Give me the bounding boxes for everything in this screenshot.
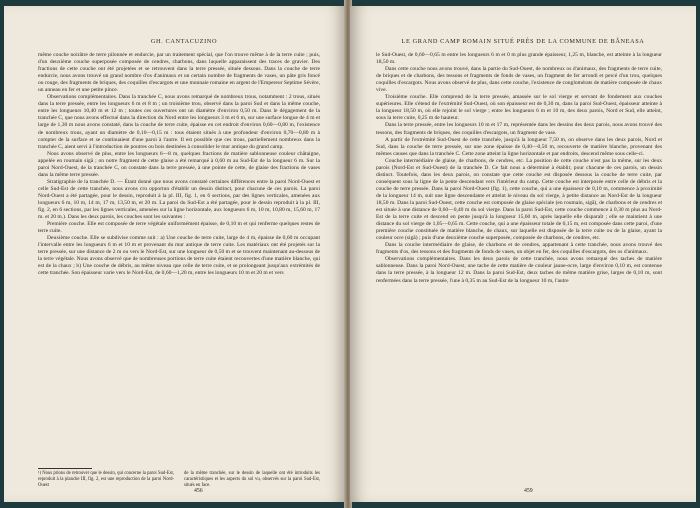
right-paragraph: Troisième couche. Elle comprend de la terre pressée, amassée sur le sol vierge et servant de fondement aux couches supérieures. Elle s'étend de l'extrémité Sud-Ouest, où son épaisseur est de 0,30 m, dans la paroi Sud-Ouest, épaisseur atteinte à la longueur 18,50 m, où elle rejoint le sol vierge ; entre les longueurs 6 m et 10 m, des deux parois, Nord et Sud, elle atteint, sous la terre cuite, 0,25 m de hauteur.: [376, 94, 662, 122]
left-paragraph: Observations complémentaires. Dans la tranchée C, nous avons remarqué de nombreux trous, notamment : 2 trous, situés dans la terre pressée, entre les longueurs 6 m et 8 m ; un troisième trou, observé dans la paroi Sud et dans la même couche, entre les longueurs 10,40 m et 12 m ; toutes ces ouvertures ont un diamètre d'environ 0,50 m. Dans le dégagement de la tranchée C, que nous avons effectué dans la direction du Nord entre les longueurs 3 m et 6 m, sur une surface longue de 4 m et large de 1,30 m nous avons constaté, dans la couche de terre cuite, épaisse en cet endroit d'environ 0,60—0,80 m, l'existence de nombreux trous, ayant un diamètre de 0,10—0,15 m : tous étaient situés à une profondeur d'environ 0,70—0,80 m à compter de la surface et se continuaient d'une paroi à l'autre. Il est possible que ces trous, partiellement nombreux dans la tranchée C, aient servi à l'introduction de poutres ou bois destinées à consolider le mur antique du grand camp.: [38, 94, 320, 150]
left-footnotes: [38, 468, 320, 489]
left-running-header: GH. CANTACUZINO: [150, 38, 218, 45]
right-paragraph: Couche intermédiaire de glaise, de charbons, de cendres, etc. La position de cette couche n'est pas la même, sur les deux parois (Nord-Est et Sud-Ouest) de la tranchée D. Ce fait nous a déterminé à établir, pour chacune de ces parois, un dessin distinct. Toutefois, dans les deux parois, on constate que cette couche est disposée dessous la couche de terre cuite, par conséquent sous la ligne de la pente descendant vers l'intérieur du camp. Cette couche est interposée entre celle de débris et la couche de terre pressée. Dans la paroi Nord-Ouest (fig. 1), cette couche, qui a une épaisseur de 0,10 m, commence à proximité de la longueur 14 m, suit une ligne descendante et atteint le niveau du sol vierge, à petite distance au Nord-Est de la longueur 18,50 m. Dans la paroi Sud-Ouest, cette couche est composée de glaise spéciale (en roumain, sigă), de charbons et de cendres et est située à une distance de 0,60—0,40 m du sol vierge. Dans la paroi Sud-Est, cette couche commence à 0,30 m plus au Nord-Est de la terre cuite et descend en pente jusqu'à la longueur 15,60 m, après laquelle elle disparaît ; elle se maintient à une distance du sol vierge de 1,05—0,65 m. Cette couche, qui a une épaisseur totale de 0,15 m, est composée dans cette paroi, d'une première couche constituée de matière blanche, de chaux, sur laquelle est disposée de la terre cuite ou de la glaise, ayant la couleur ocre (sigă) ; puis d'une deuxième couche superposée, composée de charbons, de cendres, etc.: [376, 157, 662, 242]
right-paragraph: Dans la couche intermédiaire de glaise, de charbons et de cendres, appartenant à cette tranchée, nous avons trouvé des fragments d'os, des tessons et des fragments de fonds de vases, un objet en fer, des coquilles d'escargots, des os d'animaux.: [376, 242, 662, 256]
right-paragraph: le Sud-Ouest, de 0,60—0,65 m entre les longueurs 6 m et 0 m plus grande épaisseur, 1,25 m, blanche, est atteinte à la longueur 18,50 m.: [376, 52, 662, 66]
right-page: [350, 6, 696, 502]
footnote-rule: [38, 468, 92, 469]
right-paragraph: A partir de l'extrémité Sud-Ouest de cette tranchée, jusqu'à la longueur 7,50 m, on observe dans les deux parois, Nord et Sud, dans la couche de terre pressée, sur une zone épaisse de 0,40—0,50 m, recouverte de matière blanche, provenant des mêmes causes que dans la tranchée C. Cette zone atteint la ligne horizontale et par endroits, descend même sous celle-ci.: [376, 136, 662, 157]
left-page: [4, 6, 346, 502]
left-paragraph: Stratigraphie de la tranchée D. — Étant donné que nous avons constaté certaines différences entre la paroi Nord-Ouest et celle Sud-Est de cette tranchée, nous avons cru opportun d'établir un dessin distinct, pour chacune de ces parois. La paroi Nord-Ouest a été partagée, pour le dessin, reproduit à la pl. III, fig. 1, en 6 sections, par des lignes verticales, amenées aux longueurs 6 m, 10 m, 14 m, 17 m, 13,50 m, et 20 m. La paroi du Sud-Est a été partagée, pour le dessin reproduit à la pl. III, fig. 2, en 6 sections, par les lignes verticales, amenées sur la ligne horizontale, aux longueurs 6 m, 10 m, 10,80 m, 15,60 m, 17 m. et 20 m.). Dans les deux parois, les couches sont les suivantes :: [38, 178, 320, 221]
right-paragraph: Dans cette couche nous avons trouvé, dans la partie du Sud-Ouest, de nombreux os d'animaux, des fragments de terre cuite, de briques et de charbons, des tessons et fragments de fonds de vases, un fragment de fer arrondi et percé d'un trou, quelques coquilles d'escargots. Nous avons observé de plus, dans cette couche, l'existence de conglomérats de matière composée de chaux vive.: [376, 66, 662, 94]
right-paragraph: Observations complémentaires. Dans les deux parois de cette tranchée, nous avons remarqué des taches de matière sablonneuse. Dans la paroi Nord-Ouest, une tache de cette matière de couleur jaune-ocre, large d'environ 0,10 m, est contenue dans la terre pressée, à la longueur 12 m. Dans la paroi Sud-Est, deux taches de même matière grise, larges de 0,10 m, sont renfermées dans la terre pressée, l'une à 0,35 m au Sud-Est de la longueur 10 m, l'autre: [376, 256, 662, 284]
left-page-body: [38, 52, 320, 278]
footnote-column-right: de la même tranchée, sur le dessin de laquelle ont été introduits les caractéristiques et les aspects du sol vu, observés sur la paroi Sud-Est, situés en face.: [184, 471, 320, 488]
left-page-number: 456: [194, 488, 203, 494]
left-paragraph: Deuxième couche. Elle se subdivise comme suit : a) Une couche de terre cuite, large de 4 m, épaisse de 0,60 m occupant l'intervalle entre les longueurs 6 m et 10 m et provenant du mur antique de terre cuite. Les matériaux ont été projetés sur la terre pressée, sur une distance de 2 m ou vers le Nord-Est, sur une longueur de 0,50 m et se trouvent maintenant au-dessous de la terre végétale. Nous avons observé que de nombreuses portions de terre cuite étaient recouvertes d'une matière blanche, qui est de la chaux ; b) Une couche de débris, au même niveau que celle de terre cuite, et se prolongeant jusqu'aux extrémités de cette tranchée. Son épaisseur varie vers le Nord-Est, de 0,60—1,20 m, entre les longueurs 10 m et 20 m et vers: [38, 235, 320, 277]
left-paragraph: Première couche. Elle est composée de terre végétale uniformément épaisse, de 0,10 m et qui renferme quelques restes de terre cuite.: [38, 221, 320, 235]
left-paragraph: Nous avons observé de plus, entre les longueurs 6—8 m, quelques fractions de matière sablonneuse couleur châtaigne, appelée en roumain sigă ; on notre fragment de cette glaise a été remarqué à 0,60 m au Sud-Est de la longueur 6 m. Sur la paroi Nord-Ouest, de la tranchée C, on constate dans la terre pressée, à une pointe de cette, de glaise des fractions de vases dans la même terre pressée.: [38, 150, 320, 178]
footnote-column-left: ¹) Nous prions de retrouver que le dessin, qui concerne la paroi Sud-Est, reproduit à la planche III, fig. 2, est une reproduction de la paroi Nord-Ouest: [38, 471, 174, 488]
right-paragraph: Dans la terre pressée, entre les longueurs 10 m et 17 m, représentée dans les dessins des deux parois, nous avons trouvé des tessons, des fragments de briques, des coquilles d'escargots, un fragment de vase.: [376, 122, 662, 136]
left-paragraph: même couche noirâtre de terre pilonnée et endurcie, par un traitement spécial, que l'on trouve même à de la terre cuite ; puis, d'un deuxième couche superposée composée de cendres, charbons, dans laquelle apparaissent des traces de gravier. Des fractions de cette couche ont été projetées et se retrouvent dans la terre pressée, située dessous. Dans la couche de terre endurcie, nous avons trouvé un grand nombre d'os d'animaux et un certain nombre de fragments de vases, un pâte gris foncé ou rouge, des fragments de briques, des coquilles d'escargots et une monnaie romaine en argent de l'Empereur Septime Sévère, un anneau en fer et une petite pince.: [38, 52, 320, 94]
right-page-body: [376, 52, 662, 285]
right-page-number: 459: [524, 488, 533, 494]
right-running-header: LE GRAND CAMP ROMAIN SITUÉ PRÈS DE LA COMMUNE DE BĂNEASA: [401, 38, 645, 45]
